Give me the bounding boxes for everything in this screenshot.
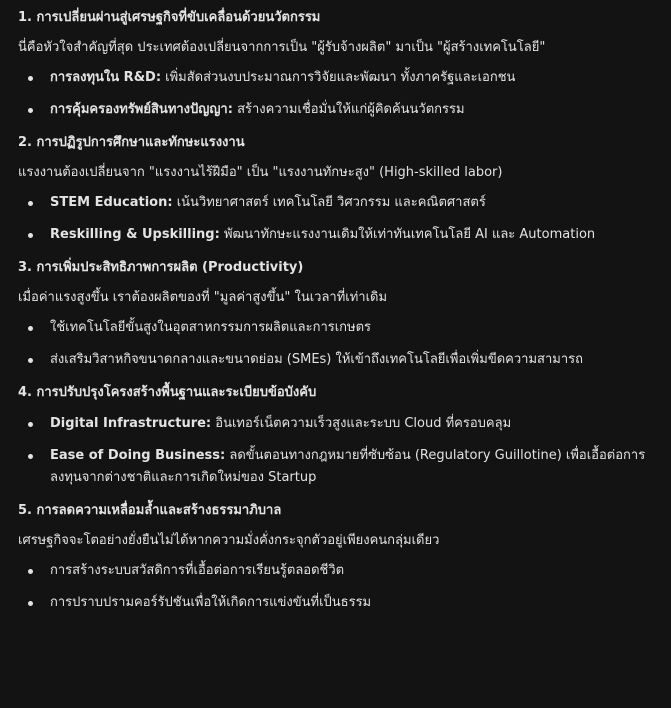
list-item bbox=[18, 445, 657, 489]
list-item bbox=[18, 67, 657, 89]
bullet-text: การสร้างระบบสวัสดิการที่เอื้อต่อการเรียนรู้ตลอดชีวิต bbox=[50, 563, 345, 578]
bullet-list bbox=[18, 317, 657, 371]
bullet-term: การลงทุนใน R&D: bbox=[50, 70, 162, 85]
section-1 bbox=[18, 8, 657, 121]
bullet-text: พัฒนาทักษะแรงงานเดิมให้เท่าทันเทคโนโลยี AI และ Automation bbox=[219, 227, 596, 242]
bullet-text: สร้างความเชื่อมั่นให้แก่ผู้คิดค้นนวัตกรรม bbox=[232, 102, 465, 117]
bullet-text: อินเทอร์เน็ตความเร็วสูงและระบบ Cloud ที่ครอบคลุม bbox=[211, 416, 512, 431]
bullet-text: ส่งเสริมวิสาหกิจขนาดกลางและขนาดย่อม (SMEs) ให้เข้าถึงเทคโนโลยีเพื่อเพิ่มขีดความสามารถ bbox=[50, 352, 583, 367]
bullet-list bbox=[18, 413, 657, 489]
bullet-dot-icon bbox=[28, 76, 33, 81]
section-3 bbox=[18, 258, 657, 371]
bullet-dot-icon bbox=[28, 358, 33, 363]
bullet-text: ใช้เทคโนโลยีขั้นสูงในอุตสาหกรรมการผลิตและการเกษตร bbox=[50, 320, 372, 335]
section-4 bbox=[18, 383, 657, 489]
bullet-term: การคุ้มครองทรัพย์สินทางปัญญา: bbox=[50, 102, 233, 117]
list-item bbox=[18, 349, 657, 371]
bullet-list bbox=[18, 67, 657, 121]
list-item bbox=[18, 224, 657, 246]
list-item bbox=[18, 99, 657, 121]
bullet-dot-icon bbox=[28, 326, 33, 331]
section-intro: นี่คือหัวใจสำคัญที่สุด ประเทศต้องเปลี่ยนจากการเป็น "ผู้รับจ้างผลิต" มาเป็น "ผู้สร้างเทคโนโลยี" bbox=[18, 40, 546, 55]
list-item bbox=[18, 317, 657, 339]
list-item bbox=[18, 413, 657, 435]
bullet-term: Digital Infrastructure: bbox=[50, 416, 212, 431]
bullet-dot-icon bbox=[28, 454, 33, 459]
section-5 bbox=[18, 501, 657, 614]
bullet-text: เพิ่มสัดส่วนงบประมาณการวิจัยและพัฒนา ทั้งภาครัฐและเอกชน bbox=[161, 70, 516, 85]
bullet-dot-icon bbox=[28, 601, 33, 606]
section-heading: 5. การลดความเหลื่อมล้ำและสร้างธรรมาภิบาล bbox=[18, 503, 282, 518]
section-intro: เมื่อค่าแรงสูงขึ้น เราต้องผลิตของที่ "มูลค่าสูงขึ้น" ในเวลาที่เท่าเดิม bbox=[18, 290, 388, 305]
list-item bbox=[18, 560, 657, 582]
section-intro: เศรษฐกิจจะโตอย่างยั่งยืนไม่ได้หากความมั่งคั่งกระจุกตัวอยู่เพียงคนกลุ่มเดียว bbox=[18, 533, 440, 548]
bullet-dot-icon bbox=[28, 569, 33, 574]
section-heading: 3. การเพิ่มประสิทธิภาพการผลิต (Productivity) bbox=[18, 260, 304, 275]
list-item bbox=[18, 592, 657, 614]
bullet-dot-icon bbox=[28, 422, 33, 427]
bullet-term: STEM Education: bbox=[50, 195, 173, 210]
bullet-dot-icon bbox=[28, 233, 33, 238]
bullet-term: Reskilling & Upskilling: bbox=[50, 227, 220, 242]
bullet-text: ลดขั้นตอนทางกฎหมายที่ซับซ้อน (Regulatory Guillotine) เพื่อเอื้อต่อการลงทุนจากต่างชาติและการเกิดใหม่ของ Startup bbox=[50, 448, 646, 485]
bullet-term: Ease of Doing Business: bbox=[50, 448, 226, 463]
bullet-dot-icon bbox=[28, 108, 33, 113]
list-item bbox=[18, 192, 657, 214]
bullet-dot-icon bbox=[28, 201, 33, 206]
bullet-text: เน้นวิทยาศาสตร์ เทคโนโลยี วิศวกรรม และคณิตศาสตร์ bbox=[172, 195, 486, 210]
section-heading: 4. การปรับปรุงโครงสร้างพื้นฐานและระเบียบข้อบังคับ bbox=[18, 385, 317, 400]
bullet-list bbox=[18, 192, 657, 246]
section-heading: 2. การปฏิรูปการศึกษาและทักษะแรงงาน bbox=[18, 135, 245, 150]
bullet-list bbox=[18, 560, 657, 614]
section-heading: 1. การเปลี่ยนผ่านสู่เศรษฐกิจที่ขับเคลื่อนด้วยนวัตกรรม bbox=[18, 10, 321, 25]
bullet-text: การปราบปรามคอร์รัปชันเพื่อให้เกิดการแข่งขันที่เป็นธรรม bbox=[50, 595, 372, 610]
section-intro: แรงงานต้องเปลี่ยนจาก "แรงงานไร้ฝีมือ" เป็น "แรงงานทักษะสูง" (High-skilled labor) bbox=[18, 165, 503, 180]
section-2 bbox=[18, 133, 657, 246]
